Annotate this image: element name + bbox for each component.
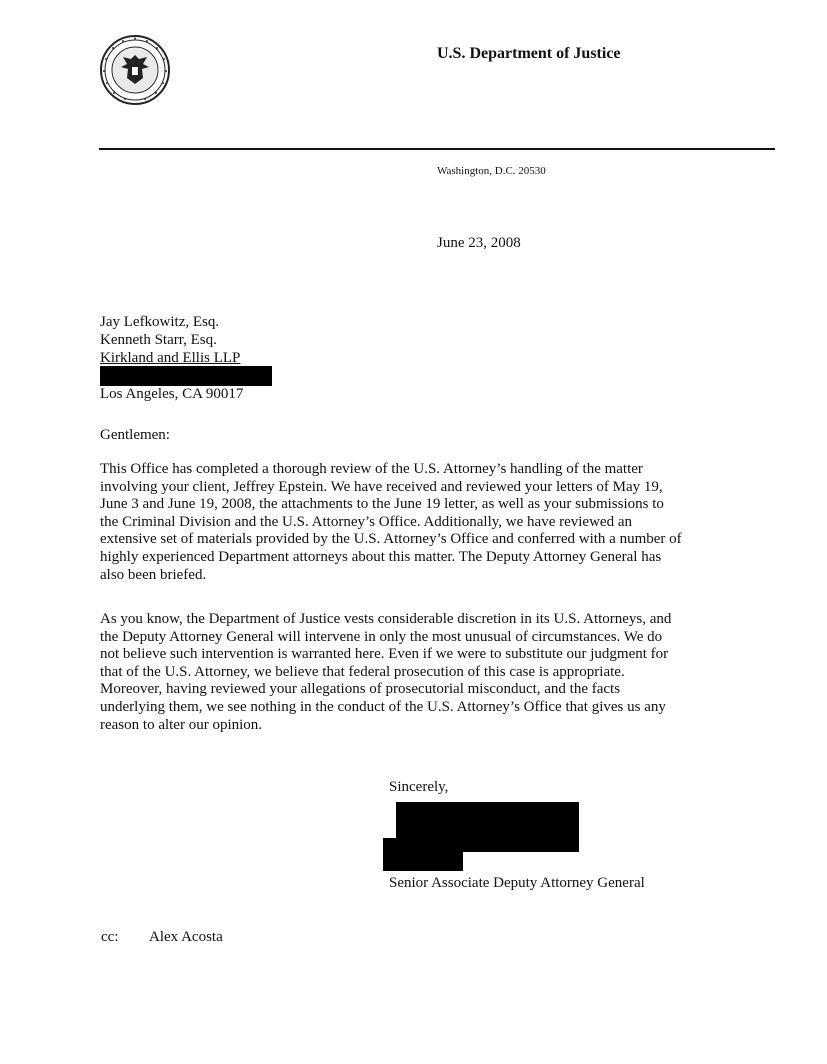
signer-title: Senior Associate Deputy Attorney General [389, 875, 645, 891]
doj-seal-logo [99, 34, 171, 106]
paragraph-line: involving your client, Jeffrey Epstein. We have received and reviewed your letters of May 19, [100, 478, 663, 495]
salutation: Gentlemen: [100, 427, 170, 443]
paragraph-line: not believe such intervention is warranted here. Even if we were to substitute our judgment for [100, 646, 669, 663]
paragraph-line: June 3 and June 19, 2008, the attachments to the June 19 letter, as well as your submissions to [100, 496, 664, 513]
cc-label: cc: [101, 929, 119, 945]
paragraph-line: the Criminal Division and the U.S. Attorney’s Office. Additionally, we have reviewed an [100, 513, 632, 530]
cc-line [101, 929, 223, 946]
paragraph-line: underlying them, we see nothing in the conduct of the U.S. Attorney’s Office that gives us any [100, 698, 666, 715]
redaction-box-address [100, 366, 272, 386]
closing: Sincerely, [389, 779, 449, 795]
paragraph-line: This Office has completed a thorough review of the U.S. Attorney’s handling of the matter [100, 461, 643, 477]
redaction-box-signer-name [383, 838, 463, 871]
paragraph-line: highly experienced Department attorneys about this matter. The Deputy Attorney General has [100, 548, 662, 565]
paragraph-line: reason to alter our opinion. [100, 716, 263, 733]
body-paragraph-2 [100, 611, 740, 734]
paragraph-line: As you know, the Department of Justice vests considerable discretion in its U.S. Attorneys, and [100, 611, 672, 627]
paragraph-line: Moreover, having reviewed your allegations of prosecutorial misconduct, and the facts [100, 681, 621, 698]
letterhead-rule [99, 148, 775, 150]
recipient-city: Los Angeles, CA 90017 [100, 386, 244, 402]
paragraph-line: that of the U.S. Attorney, we believe that federal prosecution of this case is appropriate. [100, 663, 625, 680]
letter-date: June 23, 2008 [437, 235, 521, 251]
recipient-firm: Kirkland and Ellis LLP [100, 350, 241, 366]
recipient-address [100, 313, 243, 403]
paragraph-line: the Deputy Attorney General will intervene in only the most unusual of circumstances. We do [100, 628, 663, 645]
recipient-line-1: Jay Lefkowitz, Esq. [100, 314, 220, 330]
letterhead-city: Washington, D.C. 20530 [437, 165, 546, 177]
cc-name: Alex Acosta [149, 929, 223, 945]
agency-name: U.S. Department of Justice [437, 45, 621, 62]
recipient-line-2: Kenneth Starr, Esq. [100, 332, 217, 348]
paragraph-line: extensive set of materials provided by the U.S. Attorney’s Office and conferred with a number of [100, 531, 682, 548]
paragraph-line: also been briefed. [100, 566, 207, 583]
body-paragraph-1 [100, 461, 740, 584]
